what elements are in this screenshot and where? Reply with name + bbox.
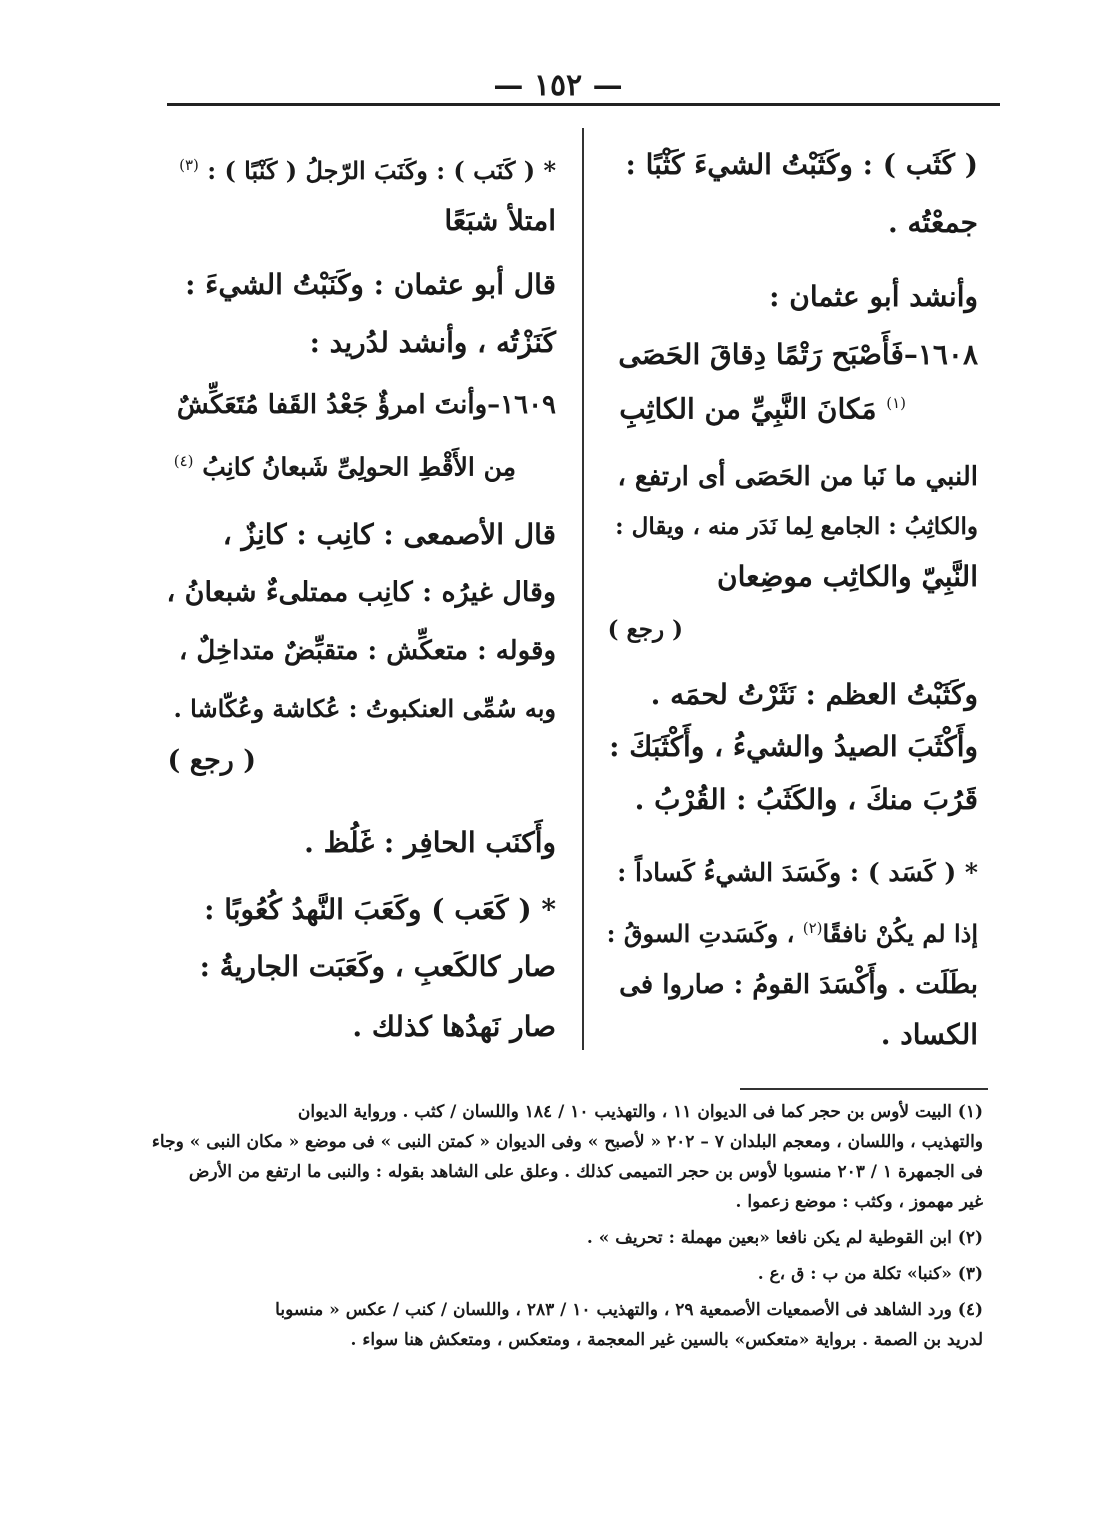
return-marker: ( رجع ) [167, 745, 256, 776]
footnote-4-cont: لدريد بن الصمة . برواية «متعكس» بالسين غير المعجمة ، ومتعكس ، ومتعكش هنا سواء . [350, 1330, 983, 1350]
text-line: النَّبِيّ والكاثِب موضِعان [717, 560, 978, 593]
footnote-ref-2: (٢) [802, 919, 823, 937]
text-line: وكَثَبْتُ العظم : نَثَرْتُ لحمَه . [650, 678, 978, 711]
column-divider [582, 128, 584, 1050]
footnote-3: (٣) «كنبا» تكلة من ب : ق ،ع . [757, 1264, 983, 1284]
footnote-2: (٢) ابن القوطية لم يكن نافعا «بعين مهملة : تحريف » . [586, 1228, 983, 1248]
text-line: والكاثِبُ : الجامع لِما نَدَر منه ، ويقال : [615, 513, 978, 540]
text-line: وبه سُمِّى العنكبوتُ : عُكاشة وعُكّاشا . [173, 694, 556, 723]
footnote-ref-1: (١) [886, 394, 906, 412]
verse-1608-first: ١٦٠٨–فَأَصْبَح رَتْمًا دِقاقَ الحَصَى [618, 338, 978, 371]
footnote-ref-4: (٤) [173, 452, 194, 470]
text-line: النبي ما نَبا من الحَصَى أى ارتفع ، [617, 462, 978, 492]
text-line: قال أبو عثمان : وكَنَبْتُ الشيءَ : [185, 268, 556, 301]
text-line: صار كالكَعبِ ، وكَعَبَت الجاريةُ : [199, 950, 556, 983]
verse-1608-second: $^{(١)}$ مَكانَ النَّبِيِّ من الكاثِبِ [619, 392, 906, 426]
footnote-rule [740, 1088, 988, 1090]
text-line: امتلأ شبَعًا [444, 204, 556, 237]
return-marker: ( رجع ) [607, 616, 683, 643]
footnote-1: (١) البيت لأوس بن حجر كما فى الديوان ١١ ، والتهذيب ١٠ / ١٨٤ واللسان / كثب . ورواية الديوان [297, 1102, 983, 1122]
text-line: بطَلَت . وأَكْسَدَ القومُ : صاروا فى [619, 970, 978, 1000]
text-line: قَرُبَ منكَ ، والكَثَبُ : القُرْبُ . [634, 783, 978, 816]
footnote-1-cont: فى الجمهرة ١ / ٢٠٣ منسوبا لأوس بن حجر التميمى كذلك . وعلق على الشاهد بقوله : والنبى ما ارتفع من الأرض [188, 1162, 983, 1182]
text-line: وأَكنَب الحافِر : غَلُظ . [304, 826, 556, 859]
verse-1609-second: مِن الأَقْطِ الحولِىِّ شَبعانُ كانِبُ $^{(٤)}$ [173, 452, 516, 482]
entry-kanab-heading: * ( كَنَب ) : وكَنَبَ الرّجلُ ( كَنْبًا ) : $^{(٣)}$ [179, 156, 556, 185]
entry-kathab-heading: ( كَثَب ) : وكَثَبْتُ الشيءَ كَثْبًا : [625, 148, 978, 181]
footnote-1-cont: غير مهموز ، وكثب : موضع زعموا . [735, 1192, 983, 1212]
text-line: وقوله : متعكِّش : متقبِّضٌ متداخِلٌ ، [178, 636, 556, 666]
text-line: جمعْتُه . [888, 206, 978, 239]
header-rule [167, 103, 1000, 106]
footnote-ref-3: (٣) [179, 156, 199, 174]
text-line: كَنَزْتُه ، وأنشد لدُريد : [309, 326, 556, 359]
text-line: وقال غيرُه : كانِب ممتلىءٌ شبعانُ ، [166, 577, 556, 608]
text-line: وأَكْثَبَ الصيدُ والشيءُ ، وأَكْثَبَكَ : [609, 730, 978, 763]
text-line: قال الأصمعى : كانِب : كانِزٌ ، [222, 518, 556, 551]
verse-1609-first: ١٦٠٩–وأنتَ امرؤٌ جَعْدُ القَفا مُتَعَكِّشٌ [176, 390, 556, 420]
text-line: الكساد . [880, 1018, 978, 1051]
footnote-4: (٤) ورد الشاهد فى الأصمعيات الأصمعية ٢٩ ، والتهذيب ١٠ / ٢٨٣ ، واللسان / كنب / عكس « منسوبا [275, 1300, 983, 1320]
entry-kaab-heading: * ( كَعَب ) وكَعَبَ النَّهدُ كُعُوبًا : [204, 893, 556, 926]
page-number: — ١٥٢ — [493, 68, 623, 103]
text-line: وأنشد أبو عثمان : [769, 280, 978, 313]
footnote-1-cont: والتهذيب ، واللسان ، ومعجم البلدان ٧ – ٢٠٢ « لأصبح » وفى الديوان « كمتن النبى » فى موضع « مكان النبى » وجاء [151, 1132, 983, 1152]
entry-kasad-heading: * ( كَسَد ) : وكَسَدَ الشيءُ كَساداً : [617, 858, 978, 887]
text-line: إذا لم يكُنْ نافقًا$^{(٢)}$ ، وكَسَدتِ السوقُ : [606, 919, 978, 948]
text-line: صار نَهدُها كذلك . [352, 1010, 556, 1043]
